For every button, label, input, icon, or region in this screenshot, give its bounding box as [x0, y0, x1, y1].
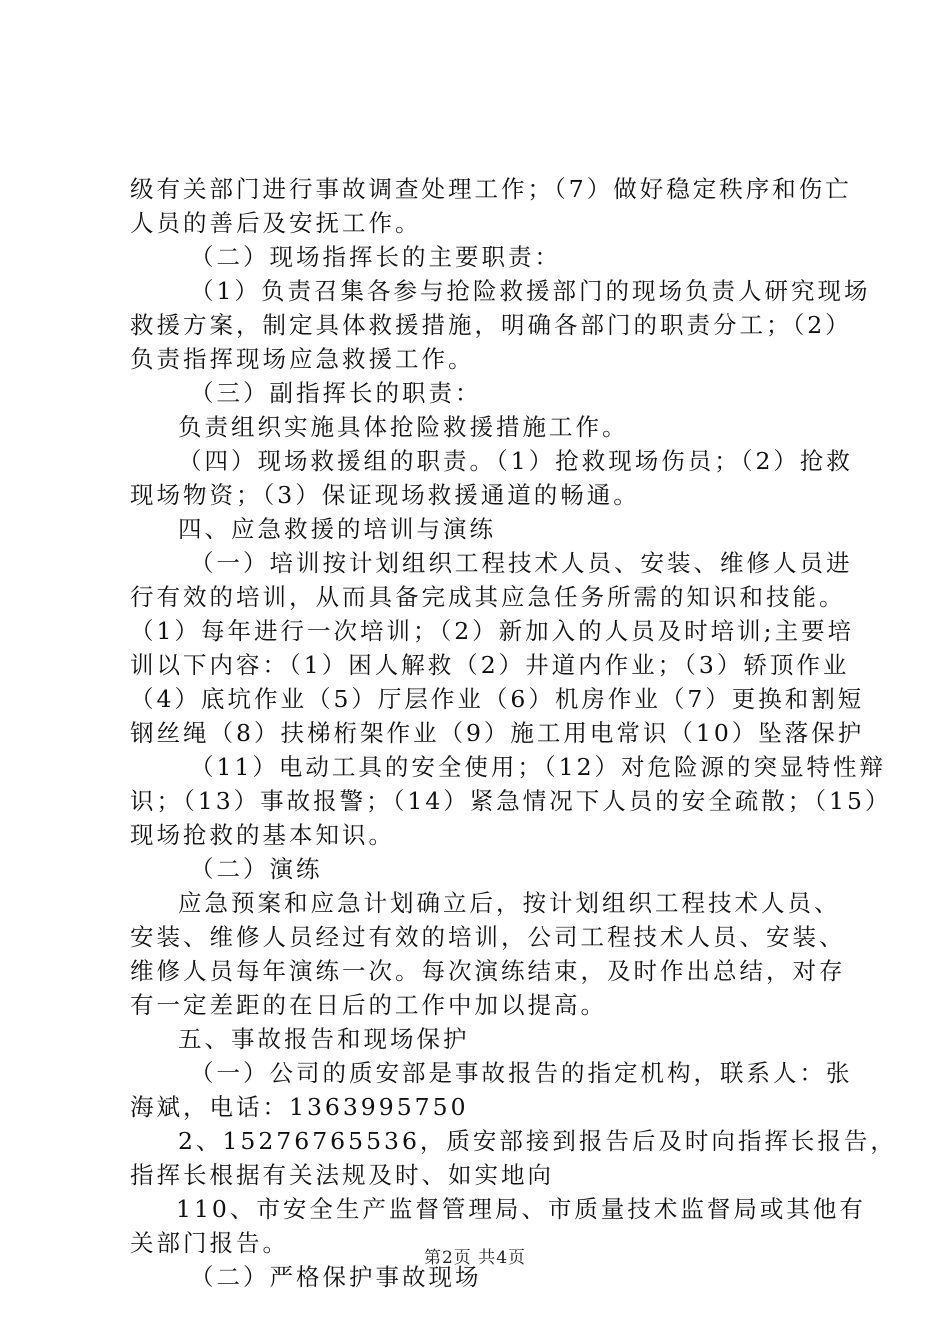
text-line: 110、市安全生产监督管理局、市质量技术监督局或其他有 [176, 1195, 866, 1223]
text-line: 海斌，电话：1363995750 [130, 1093, 469, 1121]
text-line: 负责组织实施具体抢险救援措施工作。 [178, 413, 629, 441]
text-line: 现场抢救的基本知识。 [130, 821, 395, 849]
body-text [130, 172, 897, 1294]
text-line: 有一定差距的在日后的工作中加以提高。 [130, 991, 607, 1019]
text-line: 安装、维修人员经过有效的培训，公司工程技术人员、安装、 [130, 923, 846, 951]
text-line: （一）培训按计划组织工程技术人员、安装、维修人员进 [190, 549, 853, 577]
text-line: 指挥长根据有关法规及时、如实地向 [130, 1161, 554, 1189]
text-line: 维修人员每年演练一次。每次演练结束，及时作出总结，对存 [130, 957, 846, 985]
text-line: 现场物资；（3）保证现场救援通道的畅通。 [130, 481, 640, 509]
section-heading: （三）副指挥长的职责： [190, 379, 482, 407]
text-line: 负责指挥现场应急救援工作。 [130, 345, 475, 373]
text-line: 行有效的培训，从而具备完成其应急任务所需的知识和技能。 [130, 583, 846, 611]
text-line: 识；（13）事故报警；（14）紧急情况下人员的安全疏散；（15） [130, 787, 892, 815]
text-line: （四）现场救援组的职责。（1）抢救现场伤员；（2）抢救 [178, 447, 853, 475]
text-line: （1）每年进行一次培训；（2）新加入的人员及时培训;主要培 [130, 617, 855, 645]
section-heading: 四、应急救援的培训与演练 [178, 515, 496, 543]
text-line: 救援方案，制定具体救援措施，明确各部门的职责分工；（2） [130, 311, 852, 339]
text-line: 钢丝绳（8）扶梯桁架作业（9）施工用电常识（10）坠落保护 [130, 719, 865, 747]
text-line: （11）电动工具的安全使用；（12）对危险源的突显特性辩 [190, 753, 887, 781]
text-line: 级有关部门进行事故调查处理工作；（7）做好稳定秩序和伤亡 [130, 175, 852, 203]
text-line: 关部门报告。 [130, 1229, 289, 1257]
section-heading: （二）严格保护事故现场 [190, 1263, 482, 1291]
page-footer: 第2页 共4页 [423, 1248, 527, 1268]
section-heading: （二）演练 [190, 855, 323, 883]
text-line: 2、15276765536，质安部接到报告后及时向指挥长报告， [178, 1127, 897, 1155]
text-line: （4）底坑作业（5）厅层作业（6）机房作业（7）更换和割短 [130, 685, 865, 713]
text-line: （一）公司的质安部是事故报告的指定机构，联系人：张 [190, 1059, 853, 1087]
text-line: （1）负责召集各参与抢险救援部门的现场负责人研究现场 [190, 277, 871, 305]
section-heading: 五、事故报告和现场保护 [178, 1025, 470, 1053]
text-line: 人员的善后及安抚工作。 [130, 209, 422, 237]
text-line: 训以下内容：（1）困人解救（2）井道内作业；（3）轿顶作业 [130, 651, 850, 679]
section-heading: （二）现场指挥长的主要职责： [190, 243, 561, 271]
text-line: 应急预案和应急计划确立后，按计划组织工程技术人员、 [178, 889, 841, 917]
